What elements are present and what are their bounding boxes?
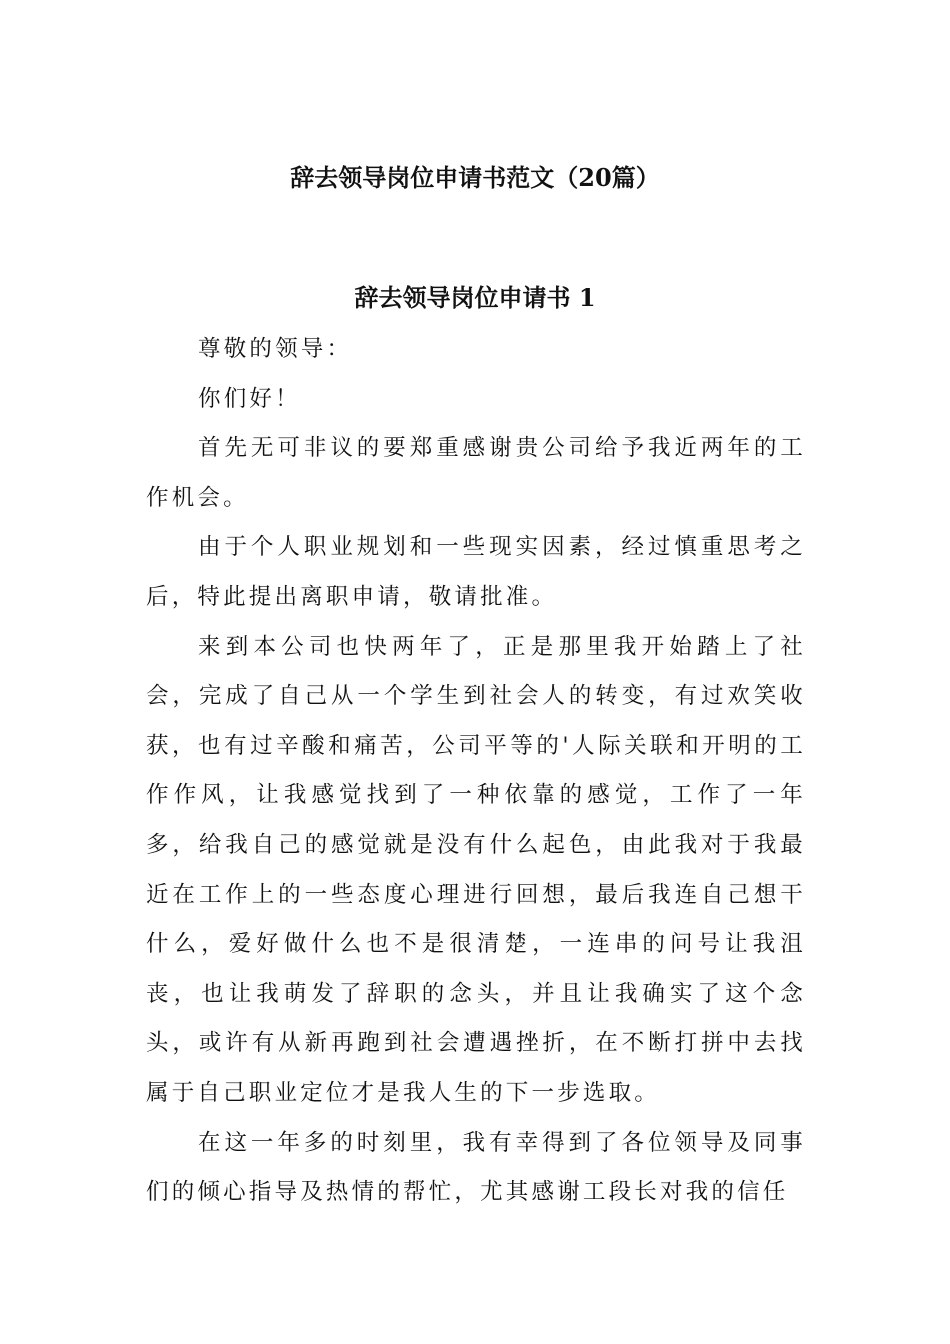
greeting: 你们好！ [198, 385, 301, 412]
paragraph-4: 在这一年多的时刻里，我有幸得到了各位领导及同事们的倾心指导及热情的帮忙，尤其感谢工段长对我的信任 [146, 1129, 806, 1206]
paragraph-1: 首先无可非议的要郑重感谢贵公司给予我近两年的工作机会。 [146, 435, 806, 511]
salutation: 尊敬的领导： [198, 336, 353, 362]
paragraph-2: 由于个人职业规划和一些现实因素，经过慎重思考之后，特此提出离职申请，敬请批准。 [146, 534, 806, 610]
document-title: 辞去领导岗位申请书范文（20篇） [290, 163, 660, 192]
document-body [146, 325, 806, 1218]
section-title: 辞去领导岗位申请书 1 [354, 283, 596, 312]
paragraph-3: 来到本公司也快两年了，正是那里我开始踏上了社会，完成了自己从一个学生到社会人的转变，有过欢笑收获，也有过辛酸和痛苦，公司平等的'人际关联和开明的工作作风，让我感觉找到了一种依靠的感觉，工作了一年多，给我自己的感觉就是没有什么起色，由此我对于我最近在工作上的一些态度心理进行回想，最后我连自己想干什么，爱好做什么也不是很清楚，一连串的问号让我沮丧，也让我萌发了辞职的念头，并且让我确实了这个念头，或许有从新再跑到社会遭遇挫折，在不断打拼中去找属于自己职业定位才是我人生的下一步选取。 [146, 633, 806, 1106]
